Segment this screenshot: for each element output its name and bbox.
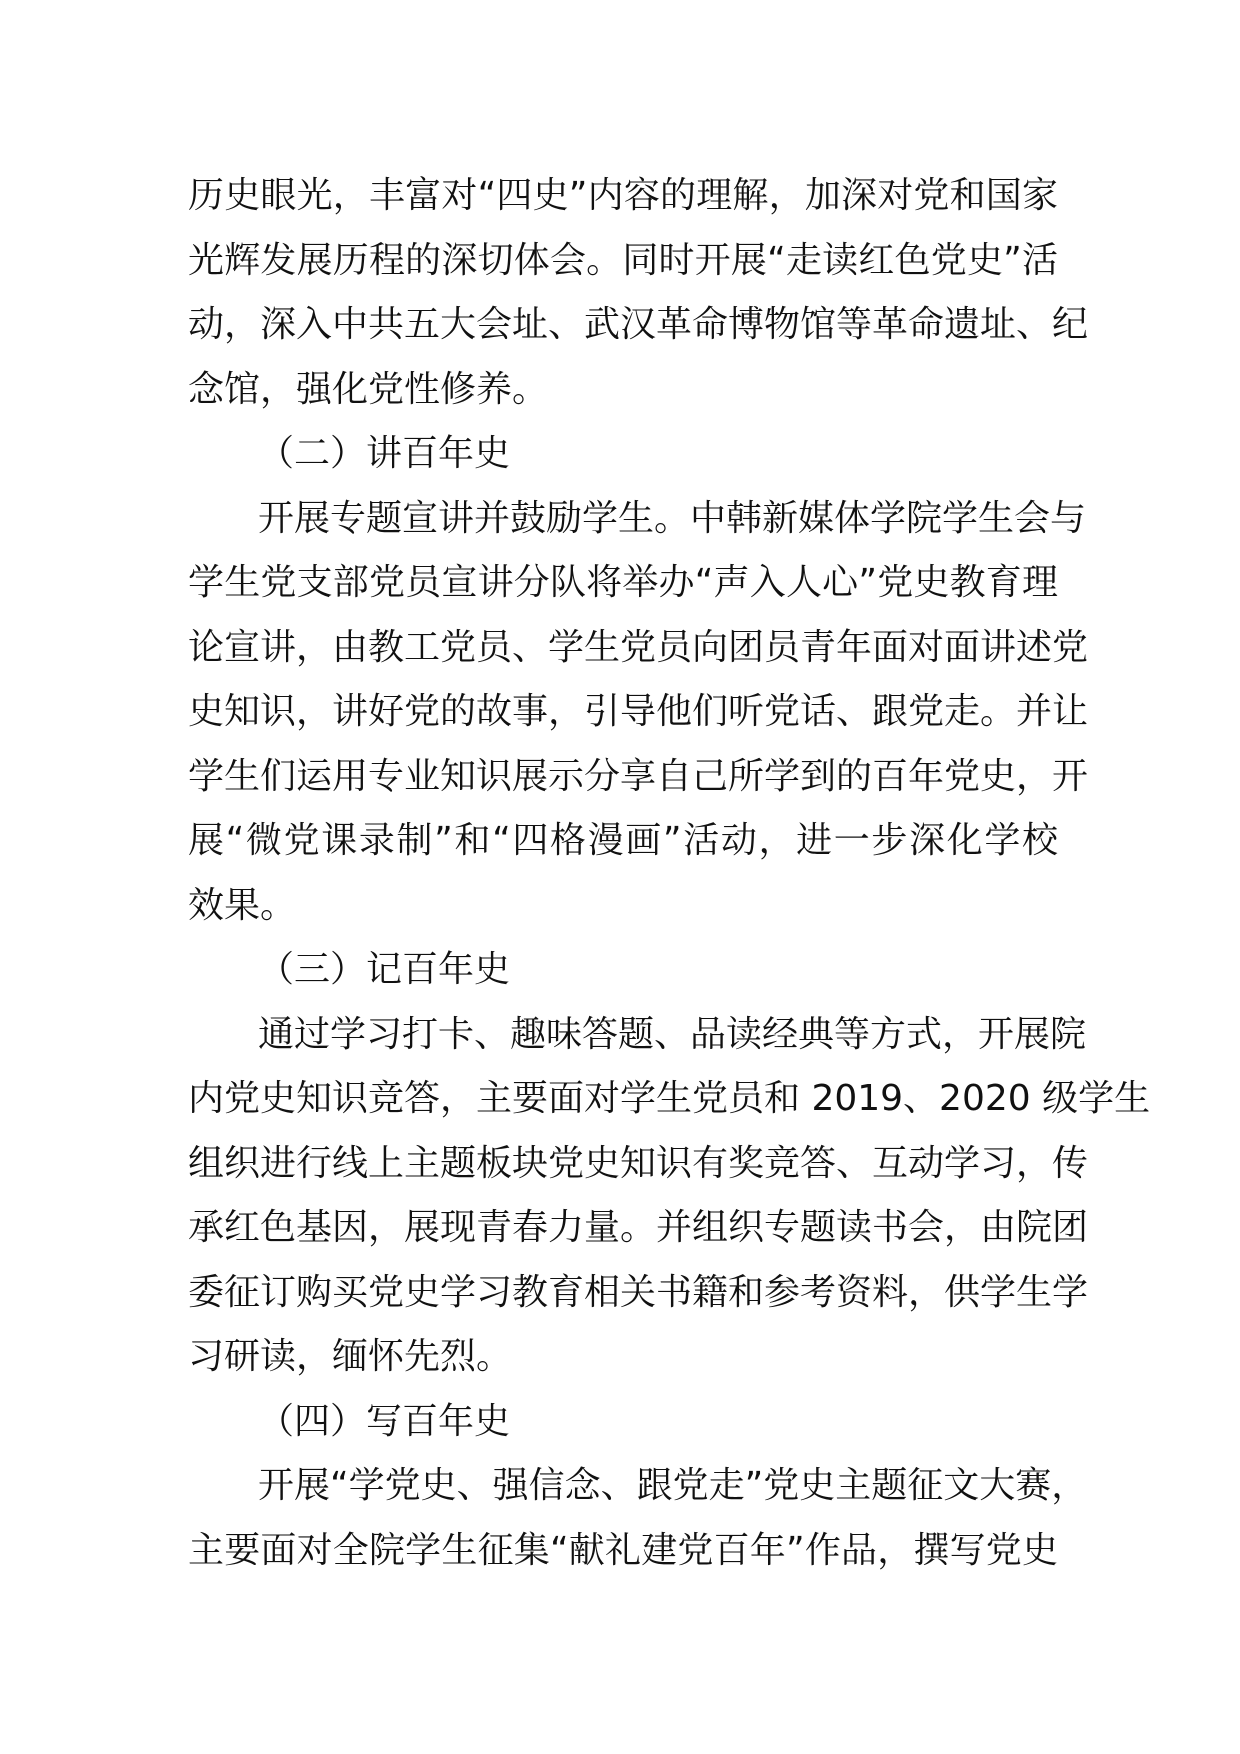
paragraph-line: 论宣讲，由教工党员、学生党员向团员青年面对面讲述党 [188, 626, 1089, 668]
document-body [188, 164, 1151, 1583]
paragraph-line: 开展“学党史、强信念、跟党走”党史主题征文大赛， [258, 1465, 1088, 1506]
paragraph-line: 承红色基因，展现青春力量。并组织专题读书会，由院团 [188, 1207, 1089, 1248]
section-heading-2: （二）讲百年史 [258, 433, 511, 474]
paragraph-line: 念馆，强化党性修养。 [188, 368, 549, 410]
section-heading-3: （三）记百年史 [258, 949, 511, 990]
paragraph-line: 历史眼光，丰富对“四史”内容的理解，加深对党和国家 [188, 175, 1058, 216]
paragraph-line: 光辉发展历程的深切体会。同时开展“走读红色党史”活 [188, 239, 1058, 281]
paragraph-line: 组织进行线上主题板块党史知识有奖竞答、互动学习，传 [188, 1142, 1089, 1184]
paragraph-line: 效果。 [188, 884, 297, 926]
paragraph-line: 展“微党课录制”和“四格漫画”活动，进一步深化学校 [188, 820, 1058, 861]
paragraph-line: 内党史知识竞答，主要面对学生党员和 2019、2020 级学生 [188, 1078, 1151, 1119]
paragraph-line: 开展专题宣讲并鼓励学生。中韩新媒体学院学生会与 [258, 497, 1087, 539]
paragraph-line: 通过学习打卡、趣味答题、品读经典等方式，开展院 [258, 1013, 1087, 1055]
section-heading-4: （四）写百年史 [258, 1400, 511, 1442]
paragraph-line: 习研读，缅怀先烈。 [188, 1336, 513, 1377]
paragraph-line: 主要面对全院学生征集“献礼建党百年”作品，撰写党史 [188, 1529, 1058, 1571]
paragraph-line: 学生们运用专业知识展示分享自己所学到的百年党史，开 [188, 755, 1089, 797]
paragraph-line: 学生党支部党员宣讲分队将举办“声入人心”党史教育理 [188, 562, 1058, 603]
paragraph-line: 委征订购买党史学习教育相关书籍和参考资料，供学生学 [188, 1271, 1089, 1313]
paragraph-line: 史知识，讲好党的故事，引导他们听党话、跟党走。并让 [188, 691, 1089, 732]
paragraph-line: 动，深入中共五大会址、武汉革命博物馆等革命遗址、纪 [188, 304, 1089, 345]
